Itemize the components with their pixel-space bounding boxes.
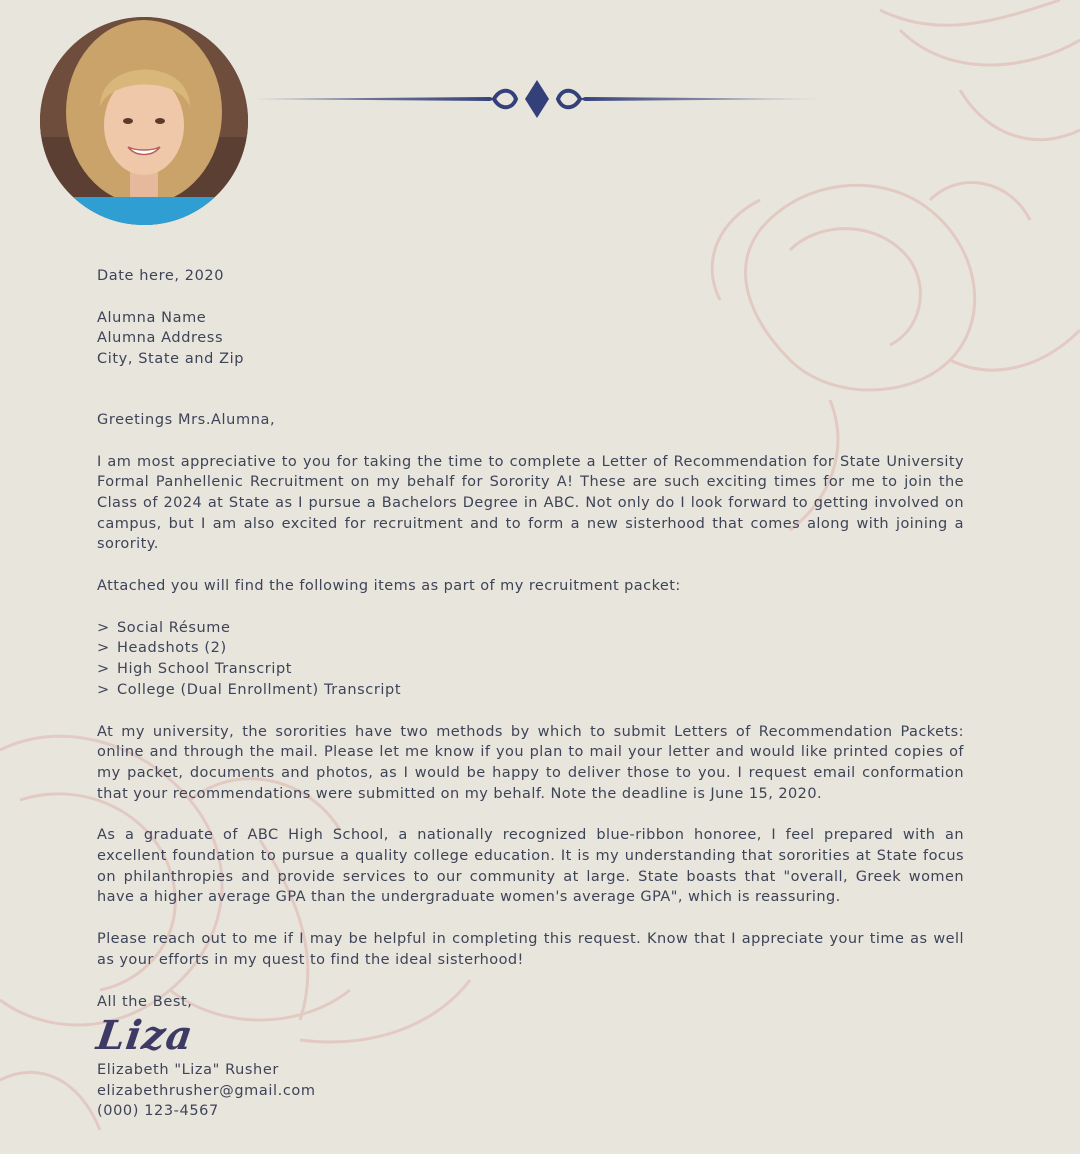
chevron-right-icon: > [97, 619, 110, 636]
recipient-name: Alumna Name [97, 309, 207, 326]
background-paragraph: As a graduate of ABC High School, a nationally recognized blue-ribbon honoree, I feel prepared with an excellent foundation to pursue a quality college education. It is my understanding that sororities at State focus on philanthropies and provide services to our community at large. State boasts that "overall, Greek women have a higher average GPA than the undergraduate women's average GPA", which is reassuring. [97, 827, 964, 906]
divider-flourish-icon [250, 78, 825, 120]
sender-name: Elizabeth "Liza" Rusher [97, 1062, 279, 1079]
sender-phone: (000) 123-4567 [97, 1103, 219, 1120]
signature: Liza [93, 1012, 197, 1060]
chevron-right-icon: > [97, 661, 110, 678]
greeting: Greetings Mrs.Alumna, [97, 412, 276, 428]
sender-email[interactable]: elizabethrusher@gmail.com [97, 1082, 316, 1099]
closing-paragraph: Please reach out to me if I may be helpful in completing this request. Know that I appreciate your time as well as your efforts in my quest to find the ideal sisterhood! [97, 931, 964, 968]
closing-salutation: All the Best, [97, 993, 193, 1010]
list-item: > College (Dual Enrollment) Transcript [97, 680, 964, 701]
attachments-intro: Attached you will find the following items as part of my recruitment packet: [97, 578, 681, 595]
list-item: > High School Transcript [97, 659, 964, 680]
submission-paragraph: At my university, the sororities have two methods by which to submit Letters of Recommendation Packets: online and through the mail. Please let me know if you plan to mail your letter and would like printed copies of my packet, documents and photos, as I would be happy to deliver those to you. I request email conformation that your recommendations were submitted on my behalf. Note the deadline is June 15, 2020. [97, 723, 964, 802]
chevron-right-icon: > [97, 681, 110, 698]
headshot-avatar-icon [40, 17, 248, 225]
letter-body [93, 266, 964, 1122]
sender-info [97, 1060, 964, 1122]
letter-date: Date here, 2020 [97, 268, 225, 284]
list-item: > Social Résume [97, 618, 964, 639]
profile-photo [40, 17, 248, 225]
recipient-city: City, State and Zip [97, 350, 245, 367]
intro-paragraph: I am most appreciative to you for taking the time to complete a Letter of Recommendation for State University Formal Panhellenic Recruitment on my behalf for Sorority A! These are such exciting times for me to join the Class of 2024 at State as I pursue a Bachelors Degree in ABC. Not only do I look forward to getting involved on campus, but I am also excited for recruitment and to form a new sisterhood that comes along with joining a sorority. [97, 453, 964, 553]
list-item: > Headshots (2) [97, 638, 964, 659]
attachments-list [97, 618, 964, 701]
recipient-street: Alumna Address [97, 330, 224, 346]
chevron-right-icon: > [97, 640, 110, 657]
recipient-address [97, 308, 964, 370]
